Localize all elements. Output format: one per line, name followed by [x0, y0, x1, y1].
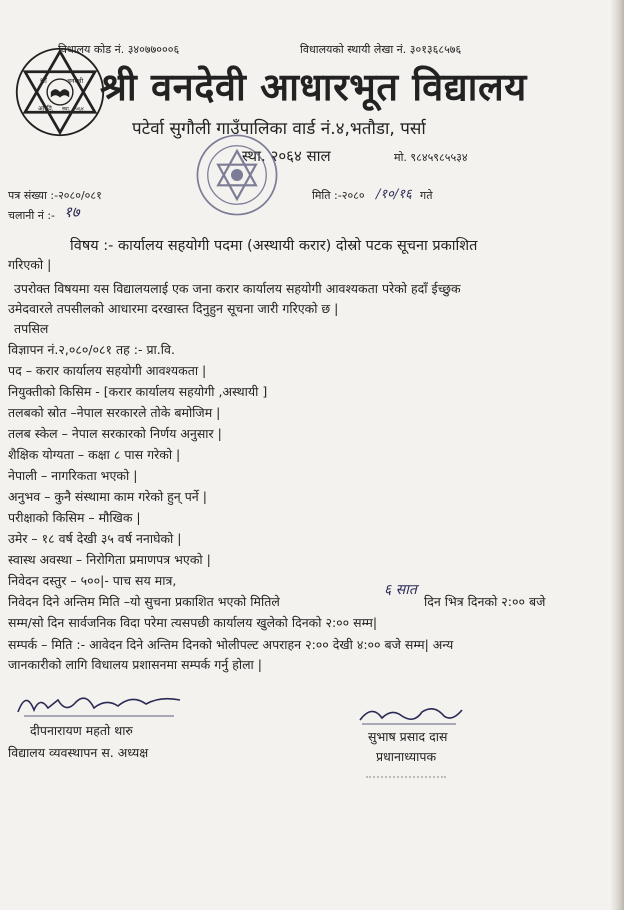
school-name: श्री वनदेवी आधारभूत विद्यालय — [100, 64, 527, 109]
deadline-line-1b: दिन भित्र दिनको २:०० बजे — [424, 594, 546, 609]
deadline-days-handwritten: ६ सात — [384, 582, 417, 598]
detail-line: पद – करार कार्यालय सहयोगी आवश्यकता | — [8, 363, 207, 378]
left-signatory-name: दीपनारायण महतो थारु — [30, 723, 133, 738]
subject-line: विषय :- कार्यालय सहयोगी पदमा (अस्थायी करार) दोस्रो पटक सूचना प्रकाशित — [70, 238, 478, 254]
detail-line: नियुक्तीको किसिम - [करार कार्यालय सहयोगी ,अस्थायी ] — [8, 384, 268, 399]
school-logo-emblem — [14, 46, 106, 138]
school-round-stamp — [194, 132, 280, 218]
detail-line: परीक्षाको किसिम – मौखिक | — [8, 510, 141, 525]
school-address: पटेर्वा सुगौली गाउँपालिका वार्ड नं.४,भतौडा, पर्सा — [132, 119, 426, 139]
right-signatory-name: सुभाष प्रसाद दास — [368, 729, 448, 744]
svg-text:आ.वि.: आ.वि. — [37, 104, 54, 113]
contact-line-1: सम्पर्क – मिति :- आवेदन दिने अन्तिम दिनको भोलीपल्ट अपराहन २:०० देखी ४:०० बजे सम्म| अन्य — [8, 637, 454, 652]
detail-line: तलब स्केल – नेपाल सरकारको निर्णय अनुसार | — [8, 426, 222, 441]
school-code: विधालय कोड नं. ३४०७७०००६ — [58, 43, 180, 56]
left-signatory-title: विद्यालय व्यवस्थापन स. अध्यक्ष — [8, 745, 149, 760]
paper-fold-shadow — [610, 0, 624, 910]
detail-line: निवेदन दस्तुर – ५००|- पाच सय मात्र, — [8, 573, 177, 588]
deadline-line-1a: निवेदन दिने अन्तिम मिति –यो सुचना प्रकाशित भएको मितिले — [8, 594, 280, 609]
subject-line-cont: गरिएको | — [8, 257, 52, 272]
detail-line: उमेर – १८ वर्ष देखी ३५ वर्ष ननाघेको | — [8, 531, 182, 546]
mobile-number: मो. ९८४५९८५५३४ — [394, 151, 468, 164]
detail-line: नेपाली – नागरिकता भएको | — [8, 468, 138, 483]
right-signature — [356, 700, 466, 730]
dispatch-number-label: चलानी नं :- — [8, 209, 56, 222]
detail-line: शैक्षिक योग्यता – कक्षा ८ पास गरेको | — [8, 447, 181, 462]
date-handwritten: /१०/१६ — [376, 187, 412, 202]
tapsil-heading: तपसिल — [14, 321, 49, 336]
deadline-line-2: सम्म/सो दिन सार्वजनिक विदा परेमा त्यसपछी कार्यालय खुलेको दिनको २:०० सम्म| — [8, 615, 378, 630]
dispatch-number-handwritten: १७ — [64, 203, 80, 221]
logo-text: श्री — [39, 75, 47, 85]
established-year: स्था. २०६४ साल — [242, 147, 331, 165]
intro-line-1: उपरोक्त विषयमा यस विद्यालयलाई एक जना करार कार्यालय सहयोगी आवश्यकता परेको हदाँ ईच्छुक — [14, 281, 461, 296]
detail-line: विज्ञापन नं.२,०८०/०८१ तह :- प्रा.वि. — [8, 342, 175, 357]
detail-line: तलबको स्रोत –नेपाल सरकारले तोके बमोजिम | — [8, 405, 221, 420]
intro-line-2: उमेदवारले तपसीलको आधारमा दरखास्त दिनुहुन सूचना जारी गरिएको छ | — [8, 301, 339, 316]
svg-text:स्था. २०६४: स्था. २०६४ — [61, 106, 84, 113]
right-signatory-title: प्रधानाध्यापक — [376, 749, 437, 764]
letter-number: पत्र संख्या :-२०८०/०८१ — [8, 189, 102, 202]
contact-line-2: जानकारीको लागि विधालय प्रशासनमा सम्पर्क गर्नु होला | — [8, 657, 262, 672]
faint-stamp-impression — [366, 762, 446, 778]
svg-text:वनदेवी: वनदेवी — [67, 76, 84, 85]
date-suffix: गते — [420, 189, 433, 202]
detail-line: अनुभव – कुनै संस्थामा काम गरेको हुन् पर्ने | — [8, 489, 207, 504]
permanent-account-no: विधालयको स्थायी लेखा नं. ३०१३६८५७६ — [300, 43, 462, 56]
left-signature — [14, 686, 184, 722]
detail-line: स्वास्थ अवस्था – निरोगिता प्रमाणपत्र भएको | — [8, 552, 211, 567]
date-label: मिति :-२०८० — [312, 189, 365, 202]
